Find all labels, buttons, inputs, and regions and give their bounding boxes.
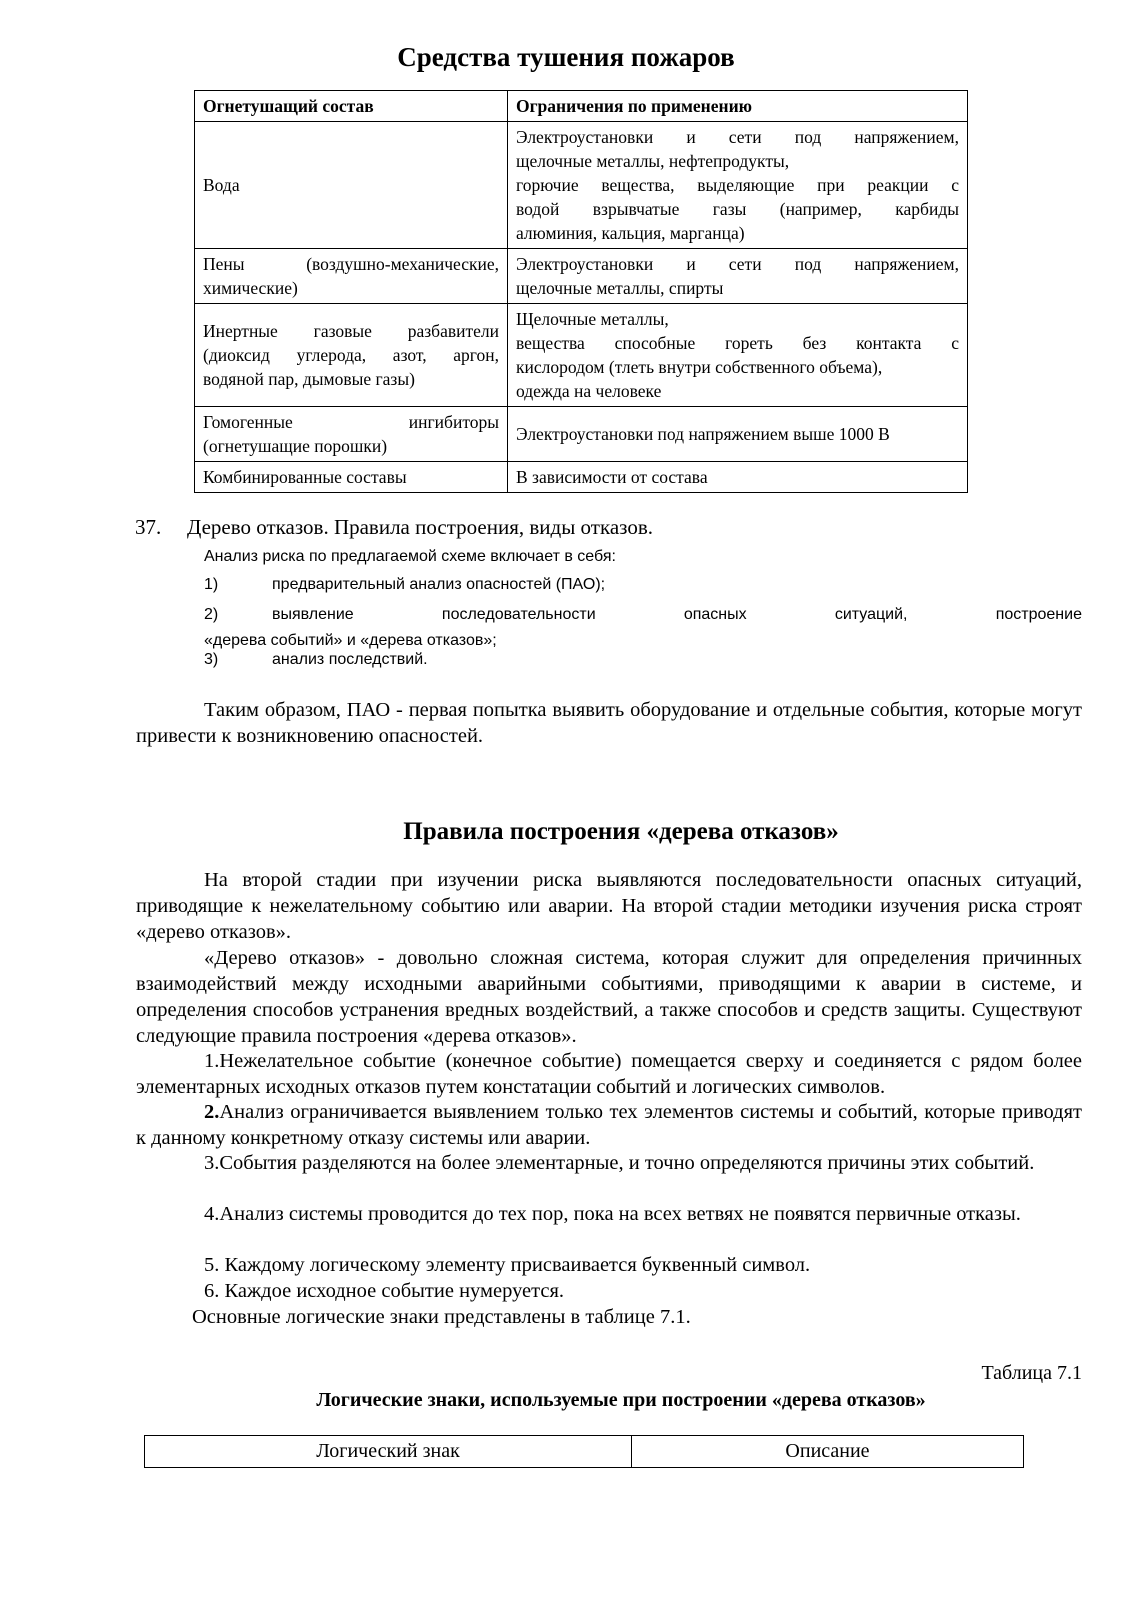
table-number: Таблица 7.1: [981, 1362, 1082, 1384]
question-heading: [135, 515, 653, 540]
limits-line: Щелочные металлы,: [516, 309, 669, 329]
limits-line: щелочные металлы, нефтепродукты,: [516, 151, 790, 171]
limits-line: кислородом (тлеть внутри собственного объема),: [516, 357, 883, 377]
limits-line: одежда на человеке: [516, 381, 662, 401]
agent-line: Инертные газовые разбавители: [203, 321, 499, 341]
agent-cell: [195, 122, 508, 249]
agent-line: Вода: [203, 175, 240, 195]
limits-line: вещества способные гореть без контакта с: [516, 333, 959, 353]
agent-line: Гомогенные ингибиторы: [203, 412, 499, 432]
column-header-sign: Логический знак: [145, 1436, 632, 1468]
table-header-row: [195, 91, 968, 122]
rule-number: 3.: [204, 1152, 220, 1174]
rule-item: [136, 1201, 1082, 1227]
table-row: [195, 407, 968, 462]
rule-text: Анализ системы проводится до тех пор, пока на всех ветвях не появятся первичные отказы.: [219, 1203, 1021, 1225]
rule-number: 4.: [204, 1203, 220, 1225]
limits-line: В зависимости от состава: [516, 467, 708, 487]
rule-number: 6.: [204, 1280, 220, 1302]
agent-line: (огнетушащие порошки): [203, 436, 388, 456]
limits-line: щелочные металлы, спирты: [516, 278, 724, 298]
rule-number: 1.: [204, 1050, 220, 1072]
limits-cell: [508, 249, 968, 304]
list-word: выявление: [272, 606, 354, 623]
list-number: 3): [204, 651, 219, 668]
limits-line: горючие вещества, выделяющие при реакции с: [516, 175, 959, 195]
limits-cell: [508, 122, 968, 249]
question-number: 37.: [135, 515, 162, 539]
agent-cell: [195, 249, 508, 304]
list-item: [204, 606, 1082, 650]
paragraph: На второй стадии при изучении риска выявляются последовательности опасных ситуаций, приводящие к нежелательному событию или аварии. На второй стадии методики изучения риска строят «дерево отказов».: [136, 869, 1082, 943]
list-word: опасных: [683, 606, 747, 623]
limits-line: Электроустановки под напряжением выше 1000 В: [516, 424, 890, 444]
limits-cell: [508, 462, 968, 493]
rule-number: 5.: [204, 1254, 220, 1276]
rule-item: [136, 1048, 1082, 1100]
risk-intro: Анализ риска по предлагаемой схеме включает в себя:: [204, 548, 616, 565]
table-header-row: [145, 1436, 1024, 1468]
section-title: Правила построения «дерева отказов»: [403, 818, 839, 845]
paragraph: «Дерево отказов» - довольно сложная система, которая служит для определения причинных взаимодействий между исходными аварийными событиями, приводящими к аварии в системе, и определения способов устранения вредных воздействий, а также способов и средств защиты. Существуют следующие правила построения «дерева отказов».: [136, 947, 1082, 1047]
extinguishing-agents-table: [194, 90, 968, 493]
rule-number: 2.: [204, 1101, 220, 1123]
document-title: Средства тушения пожаров: [397, 42, 735, 72]
agent-line: химические): [203, 278, 298, 298]
table-row: [195, 122, 968, 249]
limits-line: водой взрывчатые газы (например, карбиды: [516, 199, 959, 219]
agent-line: (диоксид углерода, азот, аргон,: [203, 345, 499, 365]
table-row: [195, 249, 968, 304]
table-row: [195, 304, 968, 407]
list-text: анализ последствий.: [272, 651, 428, 668]
list-word: последовательности: [441, 606, 596, 623]
agent-line: Пены (воздушно-механические,: [203, 254, 499, 274]
list-text-continuation: «дерева событий» и «дерева отказов»;: [204, 632, 497, 649]
paragraph-pao: Таким образом, ПАО - первая попытка выявить оборудование и отдельные события, которые могут привести к возникновению опасностей.: [136, 699, 1082, 747]
agent-cell: [195, 462, 508, 493]
list-text: [204, 606, 1082, 624]
agent-line: Комбинированные составы: [203, 467, 407, 487]
limits-line: алюминия, кальция, марганца): [516, 223, 745, 243]
limits-cell: [508, 304, 968, 407]
rule-item: [136, 1099, 1082, 1151]
rule-text: Каждому логическому элементу присваивается буквенный символ.: [224, 1254, 811, 1276]
limits-line: Электроустановки и сети под напряжением,: [516, 254, 959, 274]
list-word: ситуаций,: [834, 606, 908, 623]
list-word: построение: [995, 606, 1082, 623]
rule-text: Нежелательное событие (конечное событие) помещается сверху и соединяется с рядом более элементарных исходных отказов путем констатации событий и логических символов.: [136, 1050, 1082, 1098]
column-header-limits: Ограничения по применению: [508, 91, 968, 122]
agent-line: водяной пар, дымовые газы): [203, 369, 415, 389]
signs-note: Основные логические знаки представлены в таблице 7.1.: [192, 1306, 691, 1328]
column-header-agent: Огнетушащий состав: [195, 91, 508, 122]
rule-text: Анализ ограничивается выявлением только тех элементов системы и событий, которые приводят к данному конкретному отказу системы или аварии.: [136, 1101, 1082, 1149]
rule-item: [136, 1278, 1082, 1304]
column-header-description: Описание: [632, 1436, 1024, 1468]
limits-cell: [508, 407, 968, 462]
table-caption: Логические знаки, используемые при построении «дерева отказов»: [316, 1389, 926, 1411]
rule-text: Каждое исходное событие нумеруется.: [224, 1280, 565, 1302]
list-number: 1): [204, 576, 219, 593]
agent-cell: [195, 407, 508, 462]
rule-text: События разделяются на более элементарные, и точно определяются причины этих событий.: [219, 1152, 1035, 1174]
rule-item: [136, 1252, 1082, 1278]
agent-cell: [195, 304, 508, 407]
list-number: 2): [204, 606, 219, 623]
list-text: предварительный анализ опасностей (ПАО);: [272, 576, 606, 593]
question-text: Дерево отказов. Правила построения, виды отказов.: [187, 515, 653, 539]
limits-line: Электроустановки и сети под напряжением,: [516, 127, 959, 147]
rule-item: [136, 1150, 1082, 1176]
table-row: [195, 462, 968, 493]
logic-signs-table: [144, 1435, 1024, 1468]
